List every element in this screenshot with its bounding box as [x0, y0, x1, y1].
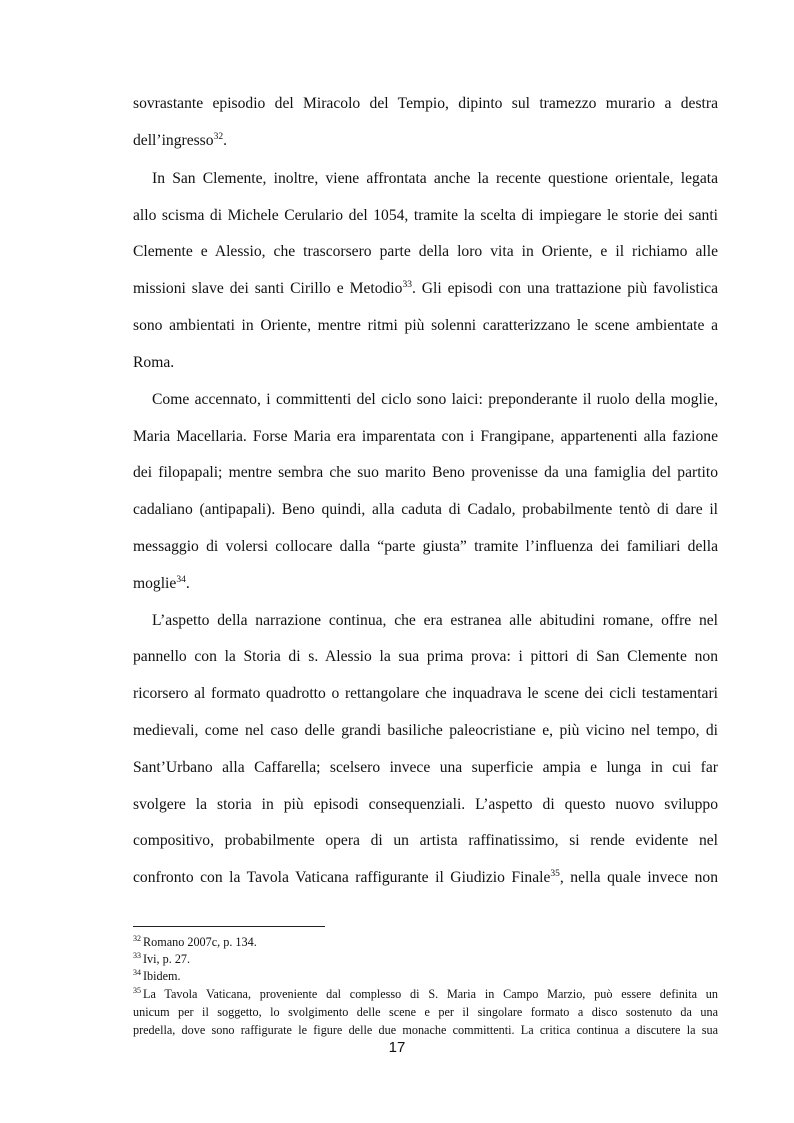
- body-line: dell’ingresso$^{32}$.: [133, 132, 227, 149]
- footnote: $^{32}$ Romano 2007c, p. 134.: [133, 934, 257, 949]
- footnote-continuation: unicum per il soggetto, lo svolgimento delle scene e per il singolare formato a disco sostenuto da una: [133, 1005, 718, 1019]
- page-number: 17: [388, 1039, 406, 1056]
- body-line: sono ambientati in Oriente, mentre ritmi più solenni caratterizzano le scene ambientate a: [133, 317, 718, 334]
- body-line: Come accennato, i committenti del ciclo sono laici: preponderante il ruolo della moglie,: [152, 391, 718, 408]
- body-line: dei filopapali; mentre sembra che suo marito Beno provenisse da una famiglia del partito: [133, 464, 718, 481]
- body-line: In San Clemente, inoltre, viene affrontata anche la recente questione orientale, legata: [152, 170, 718, 187]
- body-line: messaggio di volersi collocare dalla “parte giusta” tramite l’influenza dei familiari della: [133, 538, 718, 555]
- footnote-continuation: predella, dove sono raffigurate le figure delle due monache committenti. La critica continua a discutere la sua: [133, 1023, 718, 1037]
- body-line: allo scisma di Michele Cerulario del 1054, tramite la scelta di impiegare le storie dei santi: [133, 207, 718, 224]
- body-line: svolgere la storia in più episodi consequenziali. L’aspetto di questo nuovo sviluppo: [133, 796, 718, 813]
- body-line: compositivo, probabilmente opera di un artista raffinatissimo, si rende evidente nel: [133, 832, 718, 849]
- footnote-ref[interactable]: 35: [550, 869, 560, 879]
- footnote-separator: [133, 926, 325, 927]
- footnote: $^{35}$ La Tavola Vaticana, proveniente dal complesso di S. Maria in Campo Marzio, può essere definita un: [133, 986, 718, 1001]
- body-line: Sant’Urbano alla Caffarella; scelsero invece una superficie ampia e lunga in cui far: [133, 759, 718, 776]
- body-line: ricorsero al formato quadrotto o rettangolare che inquadrava le scene dei cicli testamentari: [133, 685, 718, 702]
- footnote-ref[interactable]: 32: [213, 132, 224, 142]
- footnote-ref[interactable]: 34: [176, 575, 186, 585]
- body-line: pannello con la Storia di s. Alessio la sua prima prova: i pittori di San Clemente non: [133, 648, 718, 665]
- body-line: Maria Macellaria. Forse Maria era imparentata con i Frangipane, appartenenti alla fazione: [133, 428, 718, 445]
- body-line: cadaliano (antipapali). Beno quindi, alla caduta di Cadalo, probabilmente tentò di dare il: [133, 501, 718, 518]
- footnote: $^{34}$ Ibidem.: [133, 968, 181, 983]
- body-line: L’aspetto della narrazione continua, che era estranea alle abitudini romane, offre nel: [152, 612, 718, 629]
- body-line: confronto con la Tavola Vaticana raffigurante il Giudizio Finale$^{35}$, nella quale invece non: [133, 869, 718, 886]
- footnote: $^{33}$ Ivi, p. 27.: [133, 951, 191, 966]
- body-line: missioni slave dei santi Cirillo e Metodio$^{33}$. Gli episodi con una trattazione più favolistica: [133, 280, 718, 297]
- body-line: Roma.: [133, 354, 175, 371]
- body-line: moglie$^{34}$.: [133, 575, 190, 592]
- body-line: Clemente e Alessio, che trascorsero parte della loro vita in Oriente, e il richiamo alle: [133, 243, 718, 260]
- body-line: medievali, come nel caso delle grandi basiliche paleocristiane e, più vicino nel tempo, di: [133, 722, 718, 739]
- footnote-ref[interactable]: 33: [402, 280, 412, 290]
- body-line: sovrastante episodio del Miracolo del Tempio, dipinto sul tramezzo murario a destra: [133, 95, 718, 112]
